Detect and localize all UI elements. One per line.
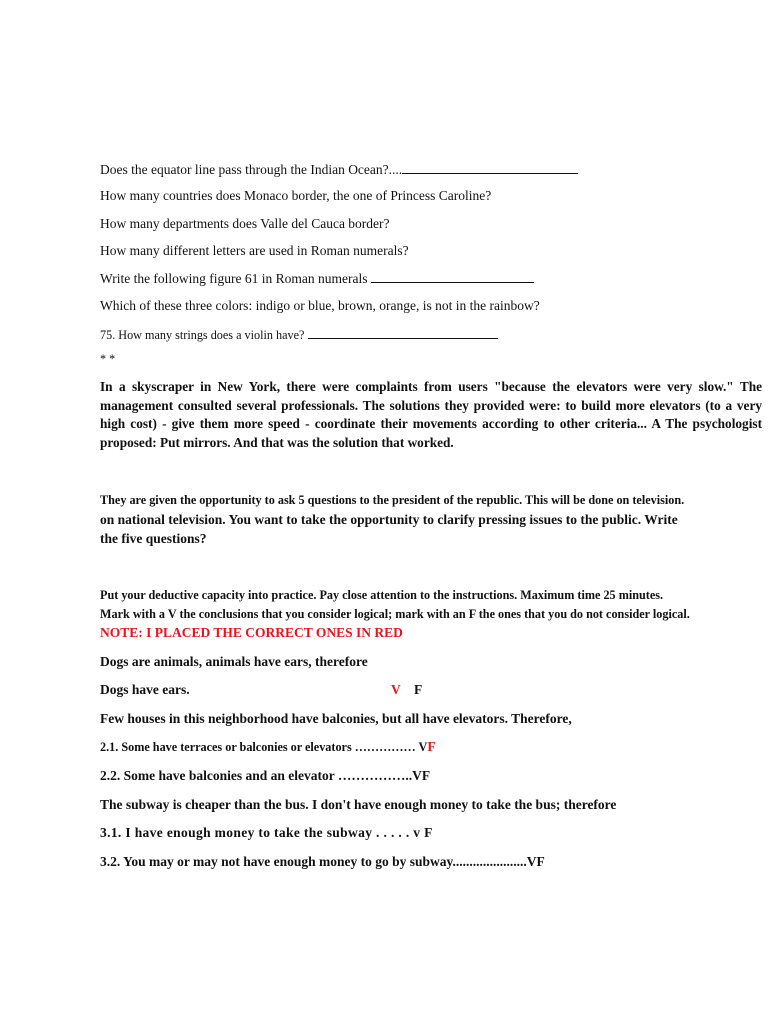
question-roman-61 bbox=[100, 270, 534, 287]
question-violin-text: 75. How many strings does a violin have? bbox=[100, 328, 305, 342]
president-line-3: the five questions? bbox=[100, 531, 207, 546]
deductive-instructions-2: Mark with a V the conclusions that you consider logical; mark with an F the ones that you do not consider logical. bbox=[100, 607, 690, 621]
houses-2-1-text: 2.1. Some have terraces or balconies or elevators …………… V bbox=[100, 740, 428, 754]
subway-premise: The subway is cheaper than the bus. I don't have enough money to take the bus; therefore bbox=[100, 797, 617, 812]
president-line-2: on national television. You want to take the opportunity to clarify pressing issues to the public. Write bbox=[100, 512, 678, 527]
separator: * * bbox=[100, 352, 116, 366]
president-line-1: They are given the opportunity to ask 5 questions to the president of the republic. This will be done on television. bbox=[100, 493, 685, 507]
subway-3-2: 3.2. You may or may not have enough money to go by subway......................VF bbox=[100, 854, 545, 869]
dogs-answer-v: V bbox=[391, 682, 401, 697]
houses-premise: Few houses in this neighborhood have balconies, but all have elevators. Therefore, bbox=[100, 711, 572, 726]
question-equator bbox=[100, 161, 578, 178]
houses-2-1-answer-f: F bbox=[427, 739, 436, 754]
dogs-conclusion-row bbox=[100, 682, 190, 698]
note-correct-in-red: NOTE: I PLACED THE CORRECT ONES IN RED bbox=[100, 625, 403, 640]
question-roman-letters: How many different letters are used in Roman numerals? bbox=[100, 243, 409, 258]
question-equator-text: Does the equator line pass through the Indian Ocean?.... bbox=[100, 162, 403, 177]
answer-blank bbox=[402, 161, 578, 174]
dogs-premise: Dogs are animals, animals have ears, therefore bbox=[100, 654, 368, 669]
question-valle-del-cauca: How many departments does Valle del Cauca border? bbox=[100, 216, 390, 231]
answer-blank bbox=[308, 326, 498, 339]
question-monaco: How many countries does Monaco border, the one of Princess Caroline? bbox=[100, 188, 492, 203]
question-rainbow: Which of these three colors: indigo or blue, brown, orange, is not in the rainbow? bbox=[100, 298, 540, 313]
dogs-answer-f: F bbox=[414, 682, 423, 697]
houses-2-2: 2.2. Some have balconies and an elevator ……………..VF bbox=[100, 768, 431, 783]
subway-3-1: 3.1. I have enough money to take the subway . . . . . v F bbox=[100, 825, 433, 840]
question-violin bbox=[100, 326, 498, 343]
deductive-instructions-1: Put your deductive capacity into practice. Pay close attention to the instructions. Maximum time 25 minutes. bbox=[100, 588, 664, 602]
houses-2-1 bbox=[100, 739, 436, 755]
answer-blank bbox=[371, 270, 534, 283]
question-roman-61-text: Write the following figure 61 in Roman numerals bbox=[100, 271, 368, 286]
dogs-conclusion: Dogs have ears. bbox=[100, 682, 190, 697]
skyscraper-paragraph: In a skyscraper in New York, there were complaints from users "because the elevators were very slow." The management consulted several professionals. The solutions they provided were: to build more elevators (to a very high cost) - give them more speed - coordinate their movements according to other criteria... A The psychologist proposed: Put mirrors. And that was the solution that worked. bbox=[100, 379, 762, 450]
